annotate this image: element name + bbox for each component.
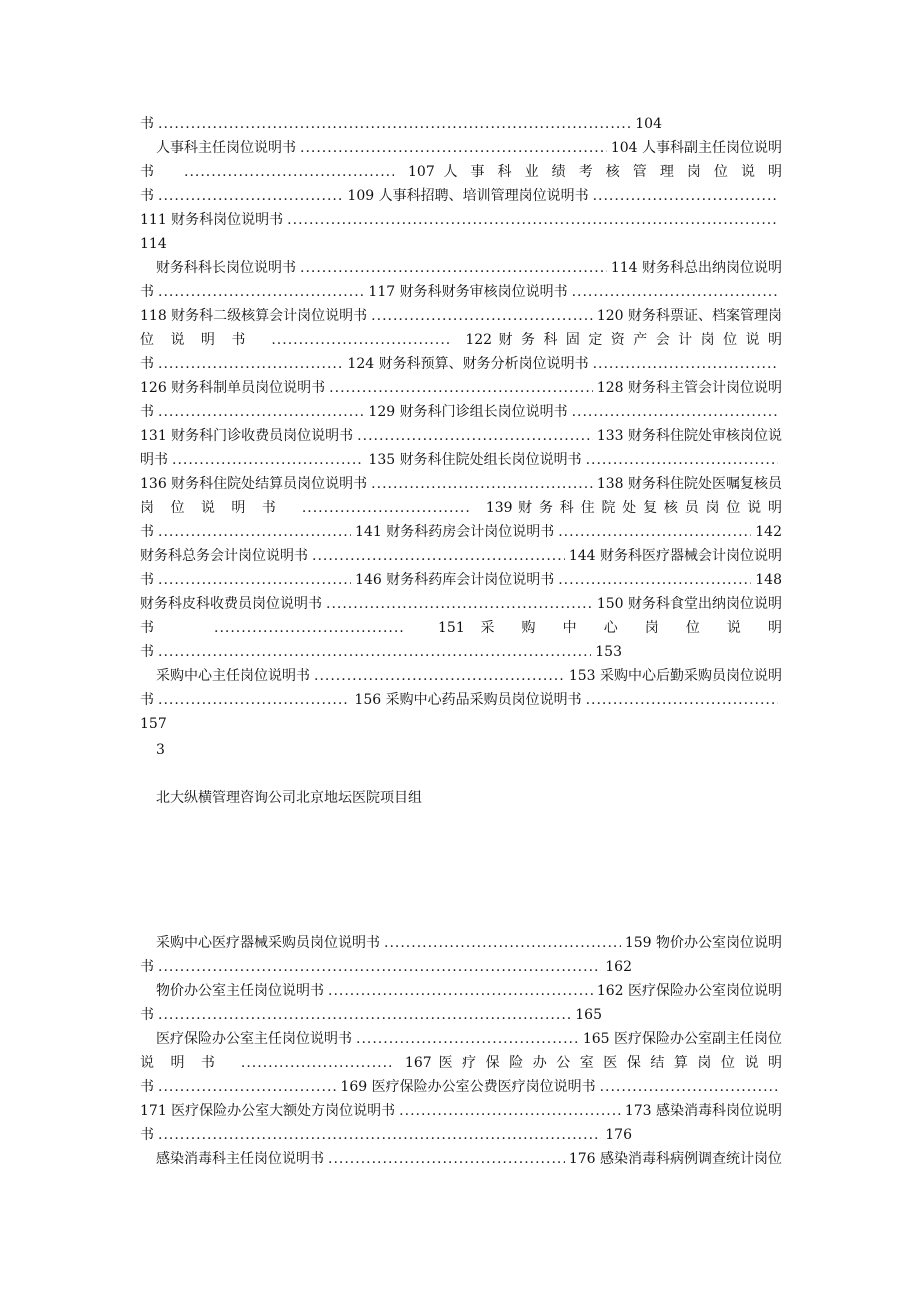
toc-page-number: 157 [140,716,167,732]
leader-dots [158,282,364,302]
toc-line [140,1005,782,1025]
toc-line [140,282,782,302]
toc-line [140,933,782,953]
toc-line [140,957,782,977]
toc-entry-title: 书 [140,284,154,300]
toc-entry-next: 124 财务科预算、财务分析岗位说明书 [347,356,589,372]
toc-entry-title: 书 [140,356,154,372]
toc-entry-page: 142 [755,524,782,540]
leader-dots [158,957,601,977]
toc-entry-title: 财务科皮科收费员岗位说明书 [140,596,322,612]
toc-page-number: 114 [140,236,167,252]
toc-entry-title: 感染消毒科主任岗位说明书 [156,1151,324,1167]
leader-dots [300,258,607,278]
leader-dots [572,402,778,422]
leader-dots [302,498,472,518]
toc-entry-title: 书 [140,1007,154,1023]
toc-entry-title: 131 财务科门诊收费员岗位说明书 [140,428,354,444]
toc-line [140,1029,782,1049]
toc-entry-title: 财务科总务会计岗位说明书 [140,548,308,564]
toc-line [140,1077,782,1097]
leader-dots [328,981,593,1001]
toc-line [140,378,782,398]
toc-line [140,666,782,686]
toc-entry-next: 129 财务科门诊组长岗位说明书 [368,404,568,420]
page-number: 3 [156,742,165,758]
leader-dots [158,354,343,374]
toc-entry-title: 书 [140,116,154,132]
leader-dots [158,1125,601,1145]
toc-entry-title: 书 [140,959,154,975]
toc-entry-next: 117 财务科财务审核岗位说明书 [368,284,568,300]
toc-entry-title: 118 财务科二级核算会计岗位说明书 [140,308,368,324]
leader-dots [572,282,778,302]
toc-line [140,1101,782,1121]
toc-line [140,474,782,494]
toc-entry-next: 165 [575,1007,602,1023]
toc-entry-next: 156 采购中心药品采购员岗位说明书 [354,692,582,708]
leader-dots [241,1053,391,1073]
toc-entry-next: 104 人事科副主任岗位说明 [610,140,782,156]
toc-entry-title: 书 [140,1127,154,1143]
toc-entry-next: 162 医疗保险办公室岗位说明 [596,983,782,999]
toc-entry-next: 144 财务科医疗器械会计岗位说明 [568,548,782,564]
toc-entry-next: 128 财务科主管会计岗位说明 [596,380,782,396]
toc-entry-next: 139 财 务 科 住 院 处 复 核 员 岗 位 说 明 [485,500,782,516]
leader-dots [158,186,343,206]
toc-entry-title: 位 说 明 书 [140,332,252,348]
toc-entry-title: 书 [140,620,154,636]
toc-entry-next: 146 财务科药库会计岗位说明书 [355,572,555,588]
toc-entry-next: 138 财务科住院处医嘱复核员 [596,476,782,492]
toc-entry-next: 141 财务科药房会计岗位说明书 [355,524,555,540]
leader-dots [593,354,778,374]
toc-entry-next: 109 人事科招聘、培训管理岗位说明书 [347,188,589,204]
toc-line [140,981,782,1001]
leader-dots [329,378,593,398]
toc-entry-title: 采购中心医疗器械采购员岗位说明书 [156,935,380,951]
toc-entry-page: 104 [635,116,662,132]
toc-line [140,642,782,662]
leader-dots [312,546,565,566]
toc-entry-title: 物价办公室主任岗位说明书 [156,983,324,999]
toc-entry-next: 133 财务科住院处审核岗位说 [596,428,782,444]
leader-dots [558,570,751,590]
toc-entry-next: 173 感染消毒科岗位说明 [624,1103,782,1119]
toc-line [140,258,782,278]
toc-entry-next: 176 [605,1127,632,1143]
toc-entry-next: 122 财 务 科 固 定 资 产 会 计 岗 位 说 明 [465,332,782,348]
leader-dots [214,618,404,638]
leader-dots [172,450,364,470]
leader-dots [158,1005,571,1025]
toc-line [140,114,782,134]
toc-line [140,426,782,446]
leader-dots [371,306,593,326]
toc-entry-title: 书 [140,692,154,708]
toc-entry-next: 162 [605,959,632,975]
toc-entry-title: 书 [140,572,154,588]
toc-entry-title: 136 财务科住院处结算员岗位说明书 [140,476,368,492]
toc-entry-title: 111 财务科岗位说明书 [140,212,284,228]
toc-entry-next: 159 物价办公室岗位说明 [624,935,782,951]
toc-line [140,570,782,590]
toc-line [140,1125,782,1145]
leader-dots [300,138,607,158]
toc-entry-title: 书 [140,524,154,540]
leader-dots [287,210,778,230]
leader-dots [184,162,394,182]
toc-entry-next: 165 医疗保险办公室副主任岗位 [582,1031,782,1047]
toc-line [140,546,782,566]
toc-entry-next: 120 财务科票证、档案管理岗 [596,308,782,324]
leader-dots [158,522,351,542]
toc-line [140,306,782,326]
leader-dots [158,1077,336,1097]
toc-entry-page: 148 [755,572,782,588]
toc-line [140,330,782,350]
toc-entry-next: 153 [595,644,622,660]
leader-dots [158,114,631,134]
toc-line [140,1149,782,1169]
leader-dots [158,642,591,662]
toc-entry-next: 107 人 事 科 业 绩 考 核 管 理 岗 位 说 明 [408,164,782,180]
toc-entry-title: 书 [140,164,154,180]
toc-entry-title: 书 [140,404,154,420]
toc-entry-title: 书 [140,644,154,660]
toc-entry-next: 114 财务科总出纳岗位说明 [610,260,782,276]
toc-entry-next: 151 采 购 中 心 岗 位 说 明 [438,620,782,636]
toc-line [140,522,782,542]
leader-dots [384,933,621,953]
leader-dots [158,570,351,590]
toc-entry-next: 150 财务科食堂出纳岗位说明 [596,596,782,612]
toc-entry-title: 171 医疗保险办公室大额处方岗位说明书 [140,1103,396,1119]
leader-dots [586,690,778,710]
toc-line [140,1053,782,1073]
toc-line [140,594,782,614]
toc-line [140,186,782,206]
toc-line [140,498,782,518]
toc-entry-title: 医疗保险办公室主任岗位说明书 [156,1031,352,1047]
toc-entry-title: 书 [140,1079,154,1095]
toc-entry-next: 135 财务科住院处组长岗位说明书 [368,452,582,468]
toc-line [140,618,782,638]
leader-dots [558,522,751,542]
toc-entry-title: 说 明 书 [140,1055,221,1071]
toc-entry-title: 126 财务科制单员岗位说明书 [140,380,326,396]
leader-dots [328,1149,565,1169]
leader-dots [158,690,350,710]
toc-entry-title: 书 [140,188,154,204]
toc-line [140,138,782,158]
leader-dots [314,666,565,686]
toc-entry-next: 167 医 疗 保 险 办 公 室 医 保 结 算 岗 位 说 明 [404,1055,782,1071]
toc-entry-title: 人事科主任岗位说明书 [156,140,296,156]
toc-line [140,210,782,230]
leader-dots [271,330,451,350]
toc-line [140,690,782,710]
leader-dots [356,1029,579,1049]
toc-entry-next: 176 感染消毒科病例调查统计岗位 [568,1151,782,1167]
leader-dots [371,474,593,494]
toc-entry-next: 169 医疗保险办公室公费医疗岗位说明书 [340,1079,596,1095]
toc-line [140,402,782,422]
toc-entry-title: 岗 位 说 明 书 [140,500,282,516]
toc-entry-next: 153 采购中心后勤采购员岗位说明 [568,668,782,684]
toc-line [140,450,782,470]
page-footer: 北大纵横管理咨询公司北京地坛医院项目组 [156,790,422,806]
leader-dots [357,426,593,446]
leader-dots [326,594,593,614]
leader-dots [586,450,778,470]
toc-entry-title: 明书 [140,452,168,468]
leader-dots [158,402,364,422]
toc-line [140,162,782,182]
leader-dots [593,186,778,206]
leader-dots [399,1101,621,1121]
toc-line [140,354,782,374]
leader-dots [600,1077,778,1097]
toc-entry-title: 财务科科长岗位说明书 [156,260,296,276]
toc-entry-title: 采购中心主任岗位说明书 [156,668,310,684]
